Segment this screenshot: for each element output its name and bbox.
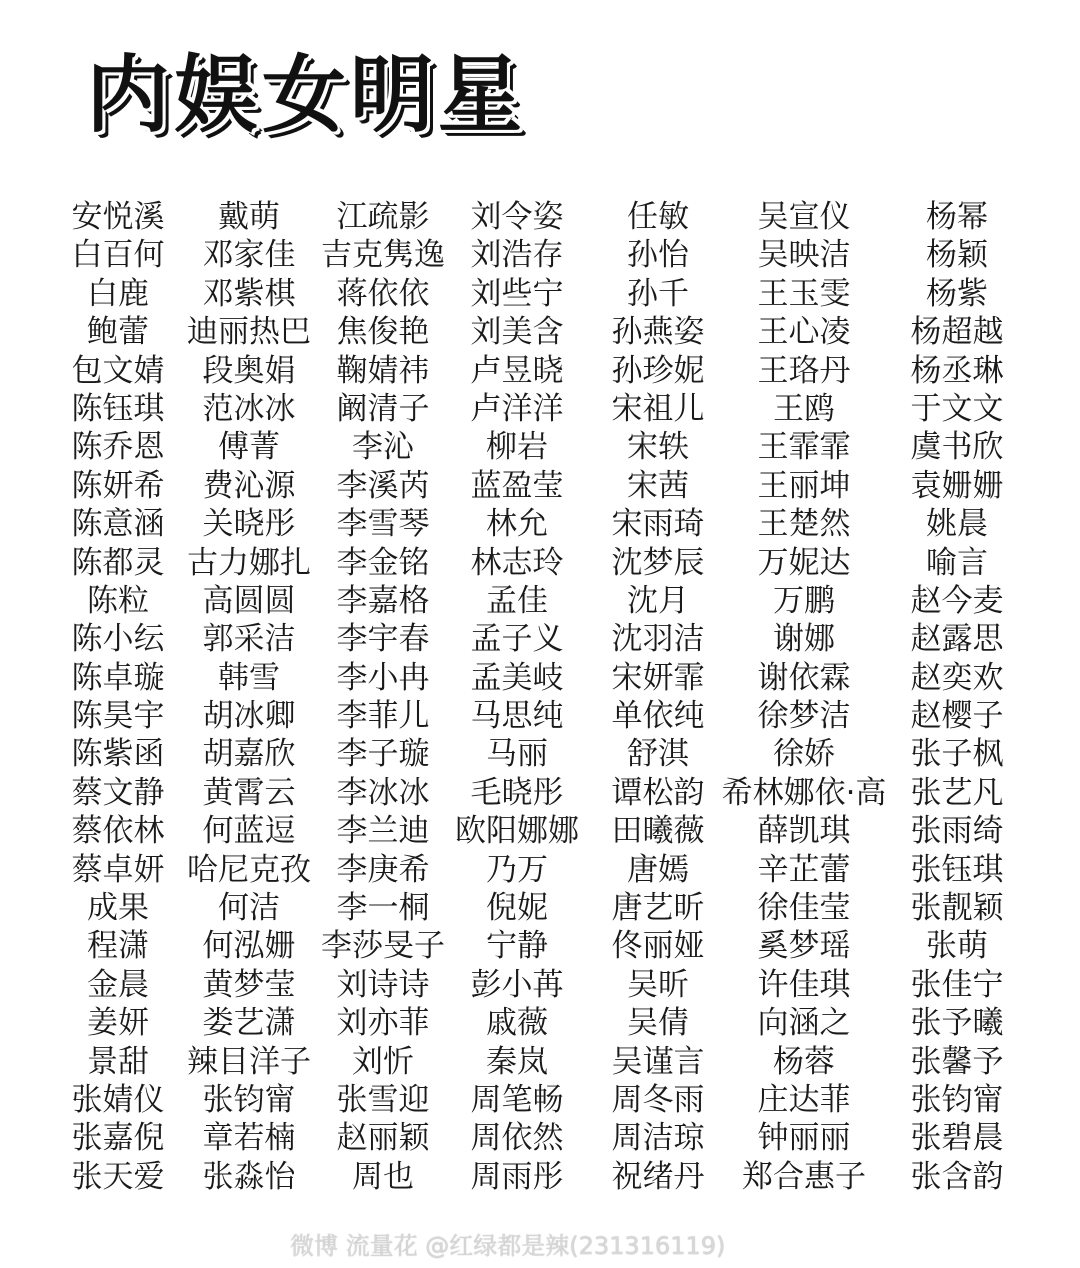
name-item: 袁姗姗 [910, 467, 1004, 504]
name-item: 段奥娟 [202, 352, 296, 389]
name-item: 李小冉 [336, 659, 430, 696]
name-item: 景甜 [87, 1043, 149, 1080]
name-item: 舒淇 [627, 736, 689, 773]
name-item: 张雪迎 [336, 1081, 430, 1118]
name-item: 李莎旻子 [321, 928, 445, 965]
name-item: 江疏影 [336, 199, 430, 235]
name-item: 张钧甯 [910, 1081, 1004, 1118]
name-item: 周也 [352, 1158, 414, 1195]
name-item: 刘些宁 [470, 275, 564, 312]
name-item: 陈乔恩 [71, 429, 165, 466]
name-item: 单依纯 [611, 698, 705, 735]
name-item: 张钰琪 [910, 851, 1004, 888]
name-item: 傅菁 [218, 429, 280, 466]
name-item: 林允 [486, 506, 548, 543]
name-item: 林志玲 [470, 544, 564, 581]
name-item: 李一桐 [336, 890, 430, 927]
name-item: 沈羽洁 [611, 621, 705, 658]
name-item: 李嘉格 [336, 582, 430, 619]
name-item: 关晓彤 [202, 506, 296, 543]
name-item: 孟佳 [486, 582, 548, 619]
name-item: 张淼怡 [202, 1158, 296, 1195]
name-item: 韩雪 [218, 659, 280, 696]
name-item: 阚清子 [336, 390, 430, 427]
name-item: 孙千 [627, 275, 689, 312]
name-item: 古力娜扎 [187, 544, 311, 581]
name-item: 高圆圆 [202, 582, 296, 619]
name-item: 谢娜 [773, 621, 835, 658]
name-item: 王心凌 [757, 314, 851, 351]
name-item: 蒋依依 [336, 275, 430, 312]
name-item: 喻言 [926, 544, 988, 581]
name-item: 陈紫函 [71, 736, 165, 773]
name-item: 张含韵 [910, 1158, 1004, 1195]
name-item: 谭松韵 [611, 774, 705, 811]
name-item: 鞠婧祎 [336, 352, 430, 389]
name-item: 卢昱晓 [470, 352, 564, 389]
name-item: 张碧晨 [910, 1120, 1004, 1157]
name-item: 刘亦菲 [336, 1005, 430, 1042]
name-item: 柳岩 [486, 429, 548, 466]
name-column-2 [174, 198, 324, 1196]
name-item: 迪丽热巴 [187, 314, 311, 351]
name-item: 李宇春 [336, 621, 430, 658]
name-item: 万鹏 [773, 582, 835, 619]
name-item: 马思纯 [470, 698, 564, 735]
name-item: 向涵之 [757, 1005, 851, 1042]
name-item: 何洁 [218, 890, 280, 927]
name-item: 宁静 [486, 928, 548, 965]
name-item: 刘浩存 [470, 237, 564, 274]
name-item: 赵露思 [910, 621, 1004, 658]
name-item: 鲍蕾 [87, 314, 149, 351]
name-item: 陈钰琪 [71, 390, 165, 427]
name-item: 黄霄云 [202, 774, 296, 811]
name-item: 沈月 [627, 582, 689, 619]
name-item: 张婧仪 [71, 1081, 165, 1118]
name-item: 姜妍 [87, 1005, 149, 1042]
name-item: 胡冰卿 [202, 698, 296, 735]
name-item: 赵丽颖 [336, 1120, 430, 1157]
name-item: 徐梦洁 [757, 698, 851, 735]
name-item: 范冰冰 [202, 390, 296, 427]
name-item: 沈梦辰 [611, 544, 705, 581]
name-item: 宋轶 [627, 429, 689, 466]
name-item: 王鸥 [773, 390, 835, 427]
name-item: 李兰迪 [336, 813, 430, 850]
name-item: 金晨 [87, 966, 149, 1003]
name-item: 陈粒 [87, 582, 149, 619]
name-item: 李沁 [352, 429, 414, 466]
name-item: 张馨予 [910, 1043, 1004, 1080]
name-item: 谢依霖 [757, 659, 851, 696]
name-item: 张嘉倪 [71, 1120, 165, 1157]
name-item: 刘忻 [352, 1043, 414, 1080]
name-item: 蓝盈莹 [470, 467, 564, 504]
name-item: 戴萌 [218, 199, 280, 235]
name-item: 何泓姗 [202, 928, 296, 965]
name-item: 万妮达 [757, 544, 851, 581]
name-item: 刘令姿 [470, 199, 564, 235]
name-item: 周雨彤 [470, 1158, 564, 1195]
name-column-5 [583, 198, 733, 1196]
name-item: 徐娇 [773, 736, 835, 773]
name-item: 郑合惠子 [742, 1158, 866, 1195]
name-item: 何蓝逗 [202, 813, 296, 850]
name-item: 杨蓉 [773, 1043, 835, 1080]
name-item: 安悦溪 [71, 199, 165, 235]
name-item: 奚梦瑶 [757, 928, 851, 965]
name-item: 周洁琼 [611, 1120, 705, 1157]
name-column-4 [442, 198, 592, 1196]
name-item: 孙燕姿 [611, 314, 705, 351]
name-item: 赵樱子 [910, 698, 1004, 735]
name-item: 陈意涵 [71, 506, 165, 543]
name-item: 希林娜依·高 [721, 774, 887, 811]
name-item: 姚晨 [926, 506, 988, 543]
name-item: 任敏 [627, 199, 689, 235]
name-item: 黄梦莹 [202, 966, 296, 1003]
name-column-3 [308, 198, 458, 1196]
page-title: 内娱女明星 [86, 46, 527, 144]
name-item: 刘美含 [470, 314, 564, 351]
name-item: 蔡文静 [71, 774, 165, 811]
name-item: 陈卓璇 [71, 659, 165, 696]
name-item: 薛凯琪 [757, 813, 851, 850]
name-item: 陈小纭 [71, 621, 165, 658]
name-item: 周笔畅 [470, 1081, 564, 1118]
name-item: 张天爱 [71, 1158, 165, 1195]
name-item: 祝绪丹 [611, 1158, 705, 1195]
name-item: 秦岚 [486, 1043, 548, 1080]
name-item: 刘诗诗 [336, 966, 430, 1003]
name-item: 张靓颖 [910, 890, 1004, 927]
name-item: 乃万 [486, 851, 548, 888]
watermark: 微博 流量花 @红绿都是辣(231316119) [290, 1232, 726, 1260]
name-item: 吴昕 [627, 966, 689, 1003]
name-item: 周冬雨 [611, 1081, 705, 1118]
name-item: 邓家佳 [202, 237, 296, 274]
name-item: 马丽 [486, 736, 548, 773]
name-item: 李溪芮 [336, 467, 430, 504]
name-item: 哈尼克孜 [187, 851, 311, 888]
name-item: 胡嘉欣 [202, 736, 296, 773]
name-item: 陈妍希 [71, 467, 165, 504]
name-item: 娄艺潇 [202, 1005, 296, 1042]
name-item: 赵今麦 [910, 582, 1004, 619]
name-item: 孟美岐 [470, 659, 564, 696]
name-item: 焦俊艳 [336, 314, 430, 351]
name-item: 徐佳莹 [757, 890, 851, 927]
name-item: 庄达菲 [757, 1081, 851, 1118]
name-item: 李庚希 [336, 851, 430, 888]
name-item: 王玉雯 [757, 275, 851, 312]
name-item: 孟子义 [470, 621, 564, 658]
name-item: 白百何 [71, 237, 165, 274]
name-item: 吴倩 [627, 1005, 689, 1042]
name-item: 佟丽娅 [611, 928, 705, 965]
name-item: 张艺凡 [910, 774, 1004, 811]
name-item: 费沁源 [202, 467, 296, 504]
name-item: 蔡卓妍 [71, 851, 165, 888]
name-item: 杨颖 [926, 237, 988, 274]
name-item: 陈都灵 [71, 544, 165, 581]
name-item: 宋雨琦 [611, 506, 705, 543]
name-item: 张佳宁 [910, 966, 1004, 1003]
name-item: 辛芷蕾 [757, 851, 851, 888]
name-item: 郭采洁 [202, 621, 296, 658]
name-item: 包文婧 [71, 352, 165, 389]
name-item: 吉克隽逸 [321, 237, 445, 274]
name-item: 张子枫 [910, 736, 1004, 773]
name-item: 戚薇 [486, 1005, 548, 1042]
name-item: 王霏霏 [757, 429, 851, 466]
name-item: 张萌 [926, 928, 988, 965]
name-item: 孙珍妮 [611, 352, 705, 389]
name-item: 杨紫 [926, 275, 988, 312]
name-item: 杨幂 [926, 199, 988, 235]
name-item: 李金铭 [336, 544, 430, 581]
name-item: 田曦薇 [611, 813, 705, 850]
name-item: 王楚然 [757, 506, 851, 543]
name-item: 宋妍霏 [611, 659, 705, 696]
name-item: 宋茜 [627, 467, 689, 504]
name-item: 张钧甯 [202, 1081, 296, 1118]
name-item: 倪妮 [486, 890, 548, 927]
name-item: 卢洋洋 [470, 390, 564, 427]
name-item: 周依然 [470, 1120, 564, 1157]
name-item: 于文文 [910, 390, 1004, 427]
name-item: 章若楠 [202, 1120, 296, 1157]
name-item: 陈昊宇 [71, 698, 165, 735]
name-item: 唐艺昕 [611, 890, 705, 927]
name-item: 欧阳娜娜 [455, 813, 579, 850]
name-item: 吴谨言 [611, 1043, 705, 1080]
name-column-7 [882, 198, 1032, 1196]
name-item: 彭小苒 [470, 966, 564, 1003]
name-item: 成果 [87, 890, 149, 927]
name-item: 杨超越 [910, 314, 1004, 351]
name-item: 李冰冰 [336, 774, 430, 811]
name-item: 许佳琪 [757, 966, 851, 1003]
name-item: 赵奕欢 [910, 659, 1004, 696]
name-item: 张雨绮 [910, 813, 1004, 850]
name-item: 蔡依林 [71, 813, 165, 850]
name-item: 虞书欣 [910, 429, 1004, 466]
name-item: 白鹿 [87, 275, 149, 312]
name-item: 张予曦 [910, 1005, 1004, 1042]
name-item: 杨丞琳 [910, 352, 1004, 389]
name-item: 王丽坤 [757, 467, 851, 504]
name-item: 李子璇 [336, 736, 430, 773]
name-item: 王珞丹 [757, 352, 851, 389]
name-item: 唐嫣 [627, 851, 689, 888]
name-item: 李雪琴 [336, 506, 430, 543]
name-item: 程潇 [87, 928, 149, 965]
name-item: 宋祖儿 [611, 390, 705, 427]
name-item: 孙怡 [627, 237, 689, 274]
name-item: 邓紫棋 [202, 275, 296, 312]
name-item: 吴映洁 [757, 237, 851, 274]
name-column-6 [721, 198, 887, 1196]
name-column-1 [43, 198, 193, 1196]
name-item: 吴宣仪 [757, 199, 851, 235]
name-item: 钟丽丽 [757, 1120, 851, 1157]
name-item: 李菲儿 [336, 698, 430, 735]
name-item: 毛晓彤 [470, 774, 564, 811]
name-item: 辣目洋子 [187, 1043, 311, 1080]
